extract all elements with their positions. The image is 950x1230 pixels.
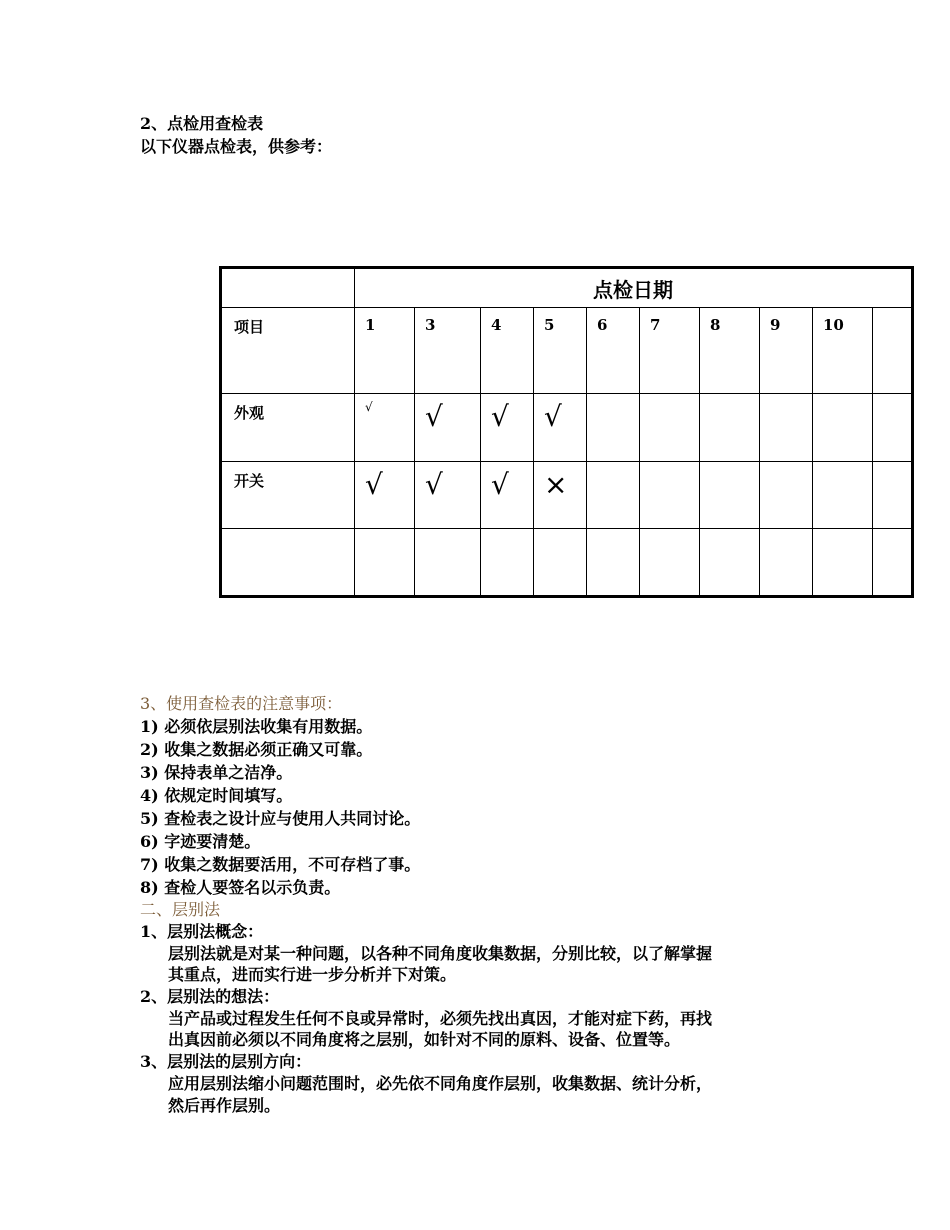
paragraph-line: 应用层别法缩小问题范围时，必先依不同角度作层别，收集数据、统计分析， bbox=[168, 1074, 713, 1093]
check-mark-cell bbox=[700, 462, 760, 529]
paragraph-line: 当产品或过程发生任何不良或异常时，必须先找出真因，才能对症下药，再找 bbox=[168, 1009, 713, 1028]
check-mark-cell bbox=[760, 394, 813, 462]
table-row bbox=[221, 394, 913, 462]
table-row bbox=[221, 462, 913, 529]
check-mark-cell bbox=[873, 462, 913, 529]
check-mark-cell bbox=[760, 462, 813, 529]
subsection-title: 3、层别法的层别方向： bbox=[140, 1052, 312, 1071]
empty-cell bbox=[534, 529, 587, 597]
notes-title: 3、使用查检表的注意事项： bbox=[140, 694, 343, 713]
note-item: 4) 依规定时间填写。 bbox=[140, 786, 293, 805]
inspection-table bbox=[219, 266, 914, 598]
date-cell: 3 bbox=[415, 308, 481, 394]
row-label: 开关 bbox=[221, 462, 355, 529]
subsection-title: 1、层别法概念： bbox=[140, 922, 264, 941]
table-row bbox=[221, 529, 913, 597]
note-item: 2) 收集之数据必须正确又可靠。 bbox=[140, 740, 373, 759]
check-mark-cell bbox=[640, 394, 700, 462]
subsection-title: 2、层别法的想法： bbox=[140, 987, 280, 1006]
check-mark-cell: √ bbox=[355, 462, 415, 529]
paragraph-line: 然后再作层别。 bbox=[168, 1096, 281, 1115]
section-heading: 2、点检用查检表 bbox=[140, 114, 264, 133]
empty-cell bbox=[415, 529, 481, 597]
empty-cell bbox=[873, 529, 913, 597]
empty-cell bbox=[700, 529, 760, 597]
date-cell bbox=[873, 308, 913, 394]
check-mark-cell: √ bbox=[415, 394, 481, 462]
paragraph-line: 其重点，进而实行进一步分析并下对策。 bbox=[168, 965, 457, 984]
empty-cell bbox=[481, 529, 534, 597]
date-cell: 8 bbox=[700, 308, 760, 394]
note-item: 5) 查检表之设计应与使用人共同讨论。 bbox=[140, 809, 421, 828]
paragraph-line: 出真因前必须以不同角度将之层别，如针对不同的原料、设备、位置等。 bbox=[168, 1030, 681, 1049]
check-mark-cell: √ bbox=[481, 462, 534, 529]
check-mark-cell: × bbox=[534, 462, 587, 529]
date-cell: 5 bbox=[534, 308, 587, 394]
check-mark-cell bbox=[813, 394, 873, 462]
row-label: 外观 bbox=[221, 394, 355, 462]
check-mark-cell bbox=[873, 394, 913, 462]
empty-cell bbox=[760, 529, 813, 597]
check-mark-cell: √ bbox=[481, 394, 534, 462]
check-mark-cell bbox=[640, 462, 700, 529]
date-cell: 6 bbox=[587, 308, 640, 394]
note-item: 7) 收集之数据要活用，不可存档了事。 bbox=[140, 855, 421, 874]
empty-cell bbox=[813, 529, 873, 597]
check-mark-cell bbox=[813, 462, 873, 529]
note-item: 8) 查检人要签名以示负责。 bbox=[140, 878, 341, 897]
check-mark-cell bbox=[587, 394, 640, 462]
date-cell: 7 bbox=[640, 308, 700, 394]
date-cell: 4 bbox=[481, 308, 534, 394]
note-item: 6) 字迹要清楚。 bbox=[140, 832, 261, 851]
check-mark-cell bbox=[700, 394, 760, 462]
check-mark-cell bbox=[587, 462, 640, 529]
row-label bbox=[221, 529, 355, 597]
date-row bbox=[221, 308, 913, 394]
date-cell: 10 bbox=[813, 308, 873, 394]
check-mark-cell: √ bbox=[415, 462, 481, 529]
paragraph-line: 层别法就是对某一种问题，以各种不同角度收集数据，分别比较，以了解掌握 bbox=[168, 944, 713, 963]
empty-cell bbox=[355, 529, 415, 597]
note-item: 3) 保持表单之洁净。 bbox=[140, 763, 293, 782]
empty-cell bbox=[587, 529, 640, 597]
section-title: 二、层别法 bbox=[140, 900, 221, 919]
check-mark-cell: √ bbox=[355, 394, 415, 462]
date-header: 点检日期 bbox=[355, 268, 913, 308]
corner-cell bbox=[221, 268, 355, 308]
item-header: 项目 bbox=[221, 308, 355, 394]
date-cell: 9 bbox=[760, 308, 813, 394]
check-mark-cell: √ bbox=[534, 394, 587, 462]
date-cell: 1 bbox=[355, 308, 415, 394]
note-item: 1) 必须依层别法收集有用数据。 bbox=[140, 717, 373, 736]
section-subheading: 以下仪器点检表，供参考： bbox=[140, 137, 333, 156]
empty-cell bbox=[640, 529, 700, 597]
